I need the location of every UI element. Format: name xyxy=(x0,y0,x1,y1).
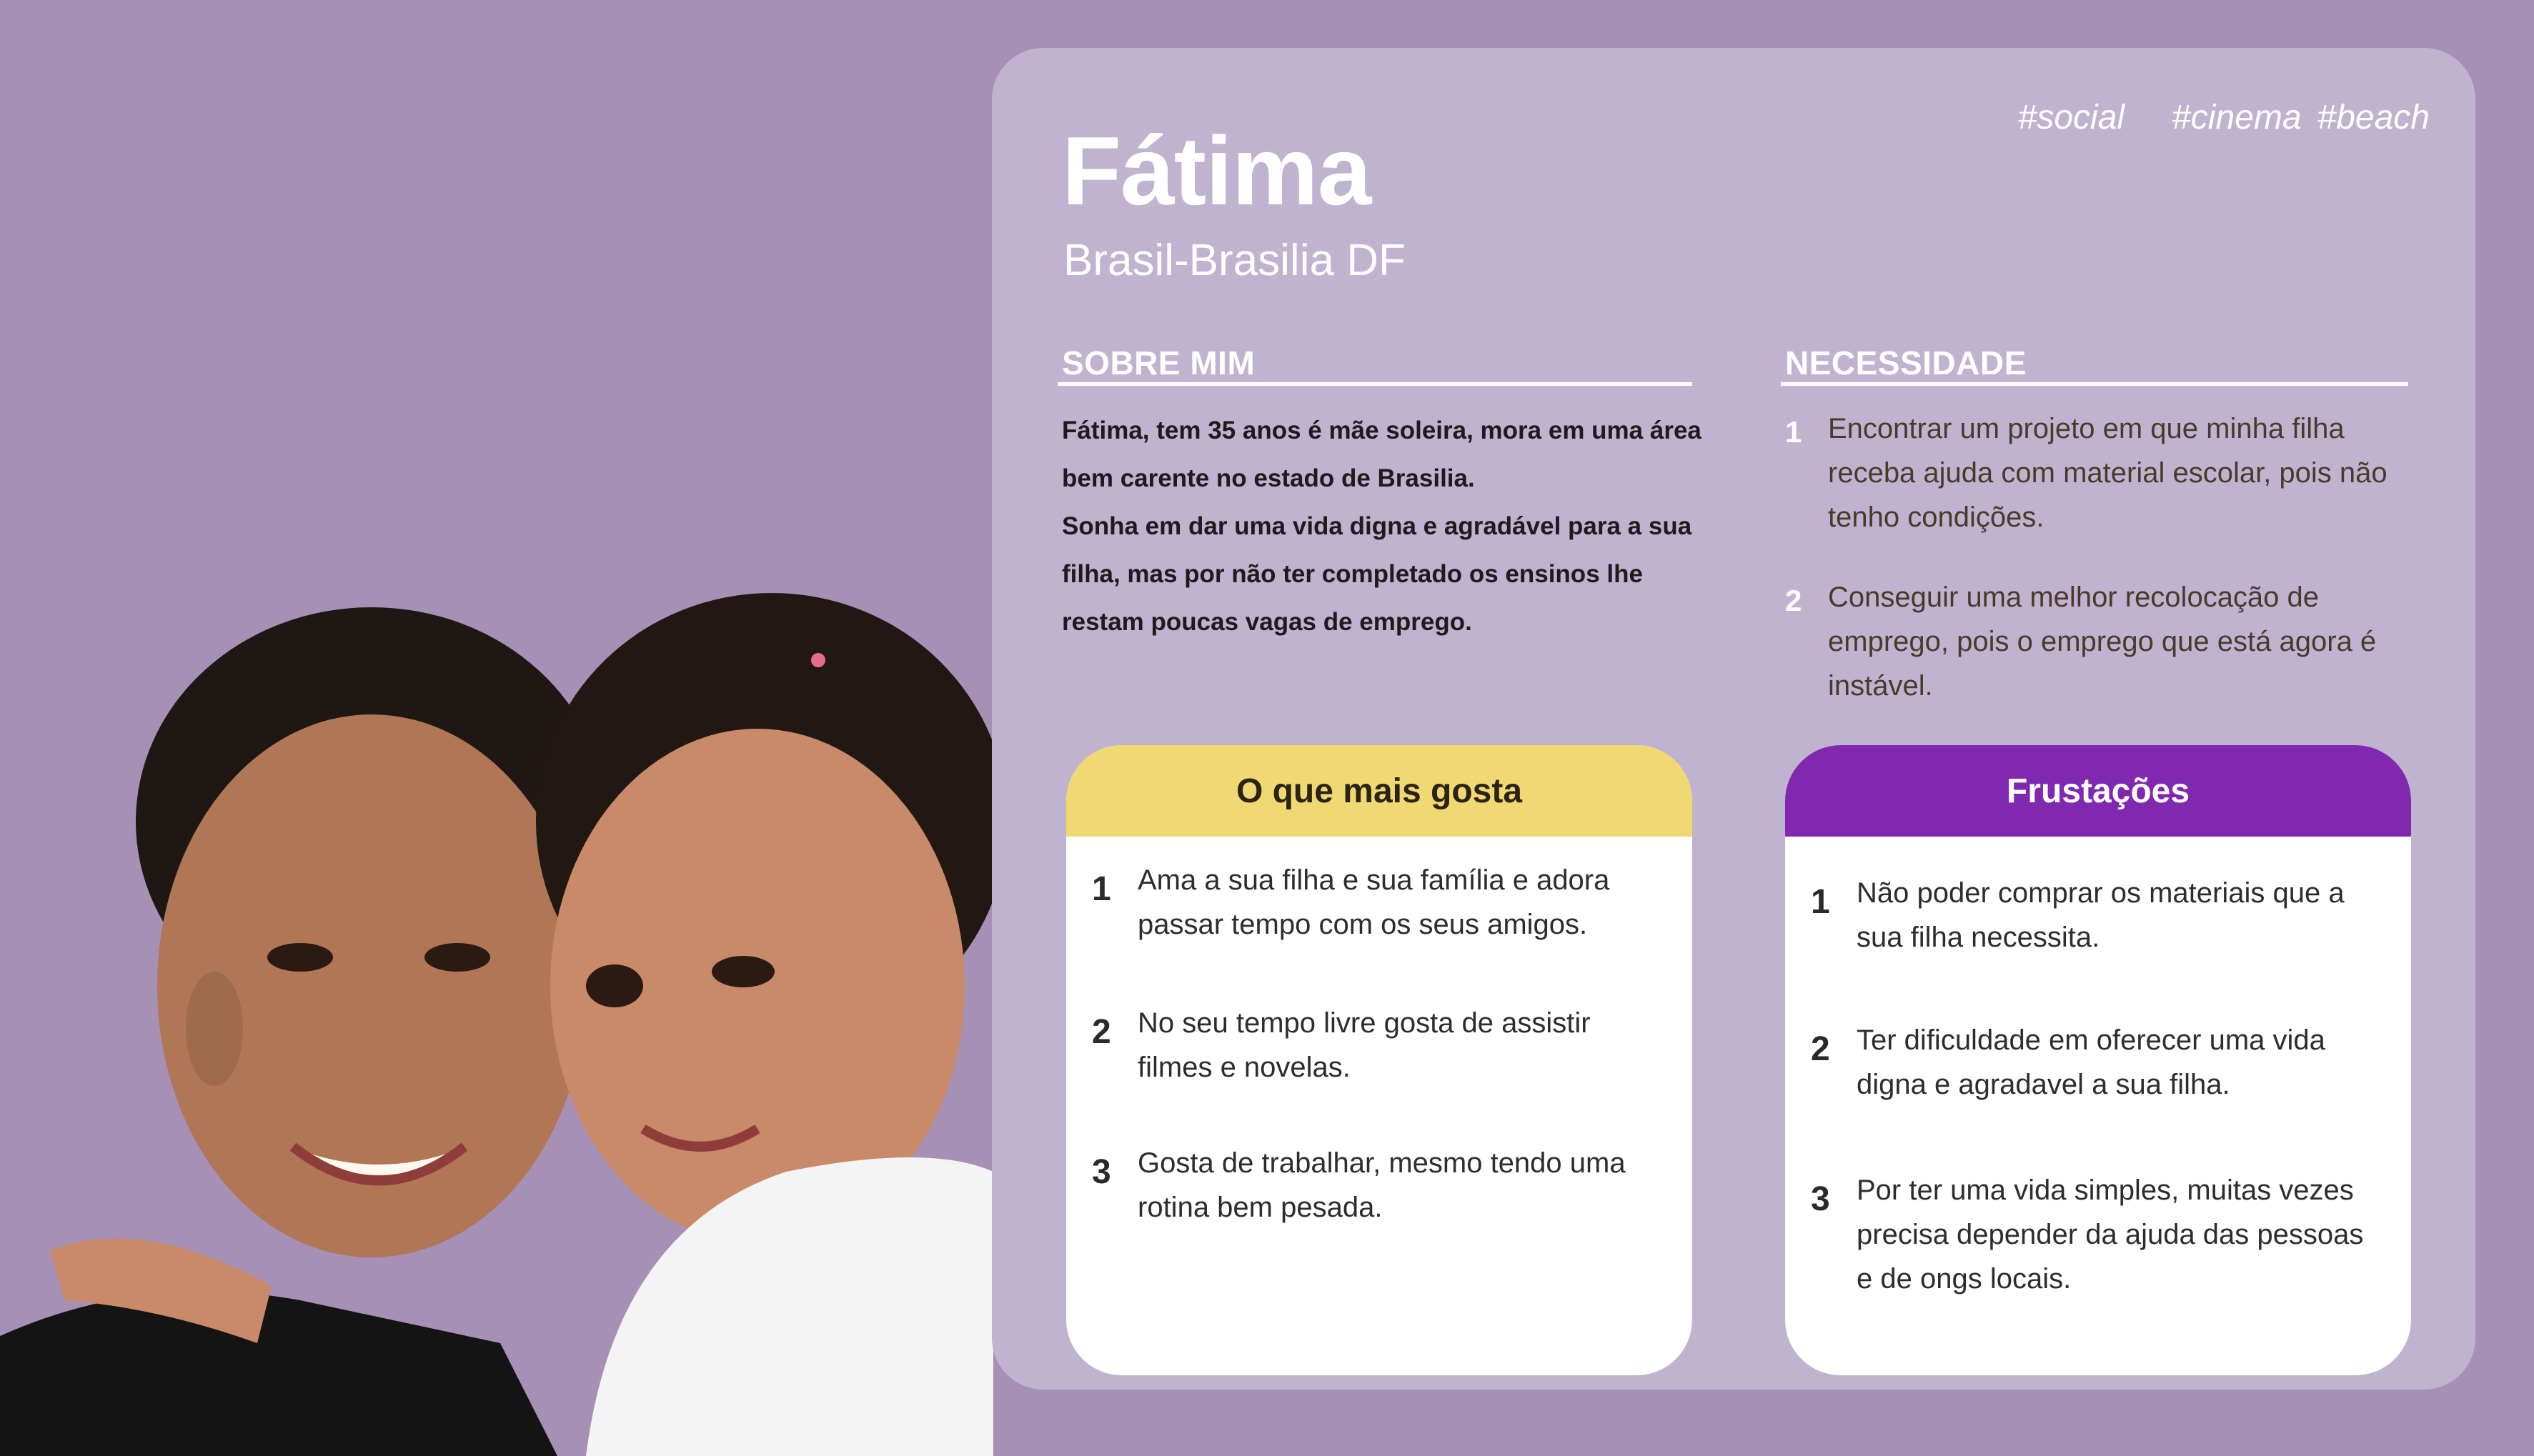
frustrations-text: Por ter uma vida simples, muitas vezes precisa depender da ajuda das pessoas e de ongs locais. xyxy=(1857,1175,2364,1295)
frustrations-text: Não poder comprar os materiais que a sua filha necessita. xyxy=(1857,877,2345,953)
frustrations-text: Ter dificuldade em oferecer uma vida digna e agradavel a sua filha. xyxy=(1857,1024,2325,1100)
frustrations-list xyxy=(1785,837,2411,1301)
frustrations-number: 1 xyxy=(1811,883,1830,921)
tag[interactable]: #cinema xyxy=(2172,99,2302,136)
needs-list xyxy=(1785,407,2407,744)
likes-text: Ama a sua filha e sua família e adora passar tempo com os seus amigos. xyxy=(1138,864,1610,940)
frustrations-item xyxy=(1811,1168,2383,1301)
likes-panel xyxy=(1066,745,1692,1375)
frustrations-item xyxy=(1811,1018,2383,1168)
tag[interactable]: #beach xyxy=(2317,99,2430,136)
tag[interactable]: #social xyxy=(2017,99,2125,136)
about-paragraph: Sonha em dar uma vida digna e agradável para a sua filha, mas por não ter completado os ensinos lhe restam poucas vagas de emprego. xyxy=(1062,512,1692,636)
need-item xyxy=(1785,575,2407,708)
need-number: 2 xyxy=(1785,584,1802,617)
persona-name: Fátima xyxy=(1062,116,1371,225)
about-divider xyxy=(1058,382,1692,386)
needs-divider xyxy=(1781,382,2408,386)
persona-card xyxy=(992,48,2475,1390)
frustrations-item xyxy=(1811,871,2383,1018)
tag-list xyxy=(2018,98,2430,137)
likes-number: 1 xyxy=(1092,870,1111,908)
about-text xyxy=(1062,407,1719,646)
need-text: Encontrar um projeto em que minha filha receba ajuda com material escolar, pois não tenho condições. xyxy=(1828,413,2388,533)
frustrations-panel xyxy=(1785,745,2411,1375)
frustrations-title: Frustações xyxy=(1785,745,2411,837)
need-item xyxy=(1785,407,2407,539)
about-title: SOBRE MIM xyxy=(1062,344,1256,382)
likes-list xyxy=(1066,837,1692,1230)
persona-photo xyxy=(0,586,993,1456)
needs-title: NECESSIDADE xyxy=(1785,344,2027,382)
frustrations-number: 2 xyxy=(1811,1030,1830,1068)
persona-location: Brasil-Brasilia DF xyxy=(1063,236,1406,285)
likes-number: 3 xyxy=(1092,1153,1111,1191)
likes-item xyxy=(1092,858,1664,1001)
likes-title: O que mais gosta xyxy=(1066,745,1692,837)
likes-item xyxy=(1092,1001,1664,1141)
likes-item xyxy=(1092,1141,1664,1230)
need-number: 1 xyxy=(1785,415,1802,449)
frustrations-number: 3 xyxy=(1811,1180,1830,1218)
need-text: Conseguir uma melhor recolocação de emprego, pois o emprego que está agora é instável. xyxy=(1828,582,2377,702)
about-paragraph: Fátima, tem 35 anos é mãe soleira, mora em uma área bem carente no estado de Brasilia. xyxy=(1062,417,1701,492)
likes-text: Gosta de trabalhar, mesmo tendo uma rotina bem pesada. xyxy=(1138,1147,1626,1223)
likes-number: 2 xyxy=(1092,1013,1111,1051)
likes-text: No seu tempo livre gosta de assistir filmes e novelas. xyxy=(1138,1007,1591,1083)
